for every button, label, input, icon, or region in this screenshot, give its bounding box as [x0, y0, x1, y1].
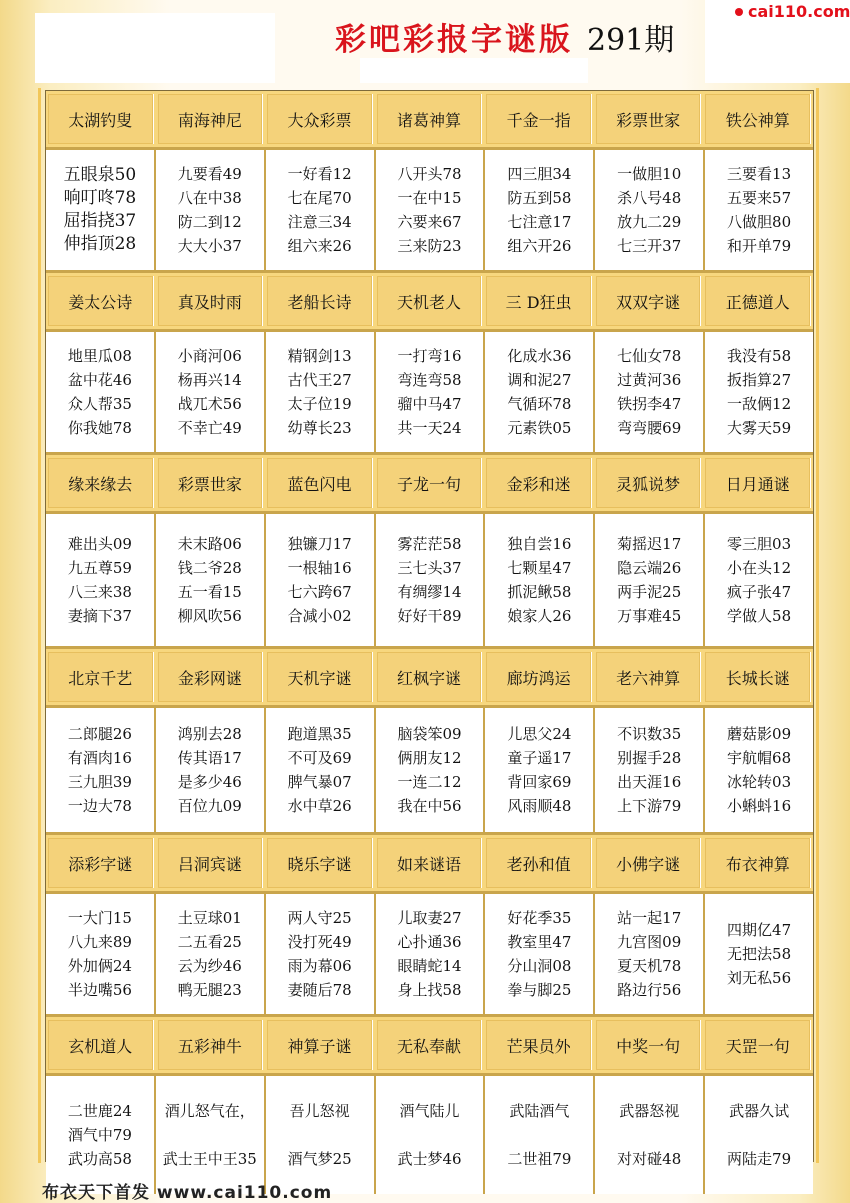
- header-row: [46, 649, 813, 706]
- riddle-line: 妻摘下37: [67, 607, 132, 625]
- riddle-cell: [705, 332, 813, 452]
- column-header: 姜太公诗: [48, 276, 154, 326]
- riddle-line: 心扑通36: [397, 933, 462, 951]
- riddle-line: 万事难45: [617, 607, 682, 625]
- column-header: 缘来缘去: [48, 458, 154, 508]
- riddle-line: 一做胆10: [617, 165, 682, 183]
- riddle-cell: [266, 514, 376, 646]
- riddle-cell: [376, 150, 486, 270]
- logo-text: cai110.com: [748, 2, 850, 21]
- site-logo[interactable]: [735, 2, 850, 21]
- riddle-cell: [376, 1076, 486, 1194]
- riddle-cell: [46, 894, 156, 1014]
- column-header: 红枫字谜: [377, 652, 483, 702]
- blank-line: [207, 1123, 212, 1147]
- left-gold-bar: [38, 88, 41, 1163]
- riddle-line: 我没有58: [727, 347, 792, 365]
- riddle-line: 半边嘴56: [67, 981, 132, 999]
- header-row: [46, 1017, 813, 1074]
- riddle-line: 元素铁05: [507, 419, 572, 437]
- riddle-line: 酒气中79: [67, 1126, 132, 1144]
- riddle-line: 无把法58: [727, 945, 792, 963]
- riddle-line: 身上找58: [397, 981, 462, 999]
- riddle-line: 扳指算27: [727, 371, 792, 389]
- riddle-line: 雾茫茫58: [397, 535, 462, 553]
- column-header: 太湖钓叟: [48, 94, 154, 144]
- riddle-line: 疯子张47: [727, 583, 792, 601]
- riddle-line: 小在头12: [727, 559, 792, 577]
- riddle-line: 化成水36: [507, 347, 572, 365]
- riddle-line: 跑道黑35: [287, 725, 352, 743]
- blank-line: [757, 1123, 762, 1147]
- column-header: 铁公神算: [705, 94, 811, 144]
- column-header: 中奖一句: [596, 1020, 702, 1070]
- riddle-cell: [376, 332, 486, 452]
- riddle-cell: [705, 708, 813, 832]
- riddle-line: 大大小37: [177, 237, 242, 255]
- riddle-line: 九要看49: [177, 165, 242, 183]
- column-header: 千金一指: [486, 94, 592, 144]
- riddle-line: 未末路06: [177, 535, 242, 553]
- column-header: 布衣神算: [705, 838, 811, 888]
- riddle-line: 古代王27: [287, 371, 352, 389]
- column-header: 小佛字谜: [596, 838, 702, 888]
- riddle-line: 三来防23: [397, 237, 462, 255]
- riddle-line: 伸指顶28: [63, 234, 137, 254]
- riddle-line: 不可及69: [287, 749, 352, 767]
- column-header: 五彩神牛: [158, 1020, 264, 1070]
- riddle-line: 出天涯16: [617, 773, 682, 791]
- riddle-cell: [705, 1076, 813, 1194]
- riddle-line: 脾气暴07: [287, 773, 352, 791]
- logo-dot-icon: [735, 8, 743, 16]
- column-header: 彩票世家: [596, 94, 702, 144]
- column-header: 彩票世家: [158, 458, 264, 508]
- riddle-line: 二郎腿26: [67, 725, 132, 743]
- riddle-cell: [156, 708, 266, 832]
- riddle-line: 众人帮35: [67, 395, 132, 413]
- column-header: 长城长谜: [705, 652, 811, 702]
- riddle-line: 水中草26: [287, 797, 352, 815]
- riddle-cell: [705, 150, 813, 270]
- riddle-line: 五要来57: [727, 189, 792, 207]
- riddle-cell: [595, 332, 705, 452]
- riddle-cell: [46, 1076, 156, 1194]
- riddle-line: 盆中花46: [67, 371, 132, 389]
- column-header: 如来谜语: [377, 838, 483, 888]
- riddle-cell: [46, 708, 156, 832]
- riddle-line: 九宫图09: [617, 933, 682, 951]
- riddle-line: 独镰刀17: [287, 535, 352, 553]
- issue-number: 291期: [587, 23, 675, 58]
- riddle-cell: [705, 894, 813, 1014]
- blank-line: [427, 1123, 432, 1147]
- riddle-line: 妻随后78: [287, 981, 352, 999]
- riddle-line: 隐云端26: [617, 559, 682, 577]
- riddle-cell: [485, 150, 595, 270]
- riddle-line: 七三开37: [617, 237, 682, 255]
- riddle-line: 对对碰48: [617, 1150, 682, 1168]
- riddle-line: 冰轮转03: [727, 773, 792, 791]
- riddle-line: 调和泥27: [507, 371, 572, 389]
- riddle-line: 一连二12: [397, 773, 462, 791]
- blank-line: [317, 1123, 322, 1147]
- riddle-line: 脑袋笨09: [397, 725, 462, 743]
- riddle-line: 二世鹿24: [67, 1102, 132, 1120]
- column-header: 子龙一句: [377, 458, 483, 508]
- riddle-line: 宇航帽68: [727, 749, 792, 767]
- column-header: 诸葛神算: [377, 94, 483, 144]
- column-header: 吕洞宾谜: [158, 838, 264, 888]
- column-header: 晓乐字谜: [267, 838, 373, 888]
- column-header: 灵狐说梦: [596, 458, 702, 508]
- riddle-cell: [46, 332, 156, 452]
- riddle-line: 组六来26: [287, 237, 352, 255]
- riddle-cell: [376, 514, 486, 646]
- riddle-line: 难出头09: [67, 535, 132, 553]
- riddle-line: 一在中15: [397, 189, 462, 207]
- riddle-line: 传其语17: [177, 749, 242, 767]
- header-row: [46, 91, 813, 148]
- riddle-line: 有绸缪14: [397, 583, 462, 601]
- riddle-line: 有酒肉16: [67, 749, 132, 767]
- riddle-line: 三七头37: [397, 559, 462, 577]
- riddle-line: 菊摇迟17: [617, 535, 682, 553]
- riddle-line: 弯弯腰69: [617, 419, 682, 437]
- riddle-line: 蘑菇影09: [727, 725, 792, 743]
- riddle-line: 屈指挠37: [63, 211, 137, 231]
- riddle-line: 八在中38: [177, 189, 242, 207]
- column-header: 日月通谜: [705, 458, 811, 508]
- column-header: 添彩字谜: [48, 838, 154, 888]
- riddle-cell: [376, 708, 486, 832]
- riddle-line: 大雾天59: [727, 419, 792, 437]
- riddle-line: 风雨顺48: [507, 797, 572, 815]
- riddle-line: 注意三34: [287, 213, 352, 231]
- riddle-line: 儿思父24: [507, 725, 572, 743]
- riddle-line: 鸿别去28: [177, 725, 242, 743]
- riddle-line: 是多少46: [177, 773, 242, 791]
- riddle-line: 合减小02: [287, 607, 352, 625]
- riddle-line: 七仙女78: [617, 347, 682, 365]
- riddle-line: 娘家人26: [507, 607, 572, 625]
- riddle-line: 儿取妻27: [397, 909, 462, 927]
- riddle-line: 一打弯16: [397, 347, 462, 365]
- riddle-line: 路边行56: [617, 981, 682, 999]
- column-header: 老六神算: [596, 652, 702, 702]
- content-row: [46, 332, 813, 452]
- riddle-line: 零三胆03: [727, 535, 792, 553]
- riddle-line: 九五尊59: [67, 559, 132, 577]
- riddle-line: 四三胆34: [507, 165, 572, 183]
- riddle-line: 五眼泉50: [63, 165, 137, 185]
- content-row: [46, 514, 813, 646]
- riddle-line: 我在中56: [397, 797, 462, 815]
- riddle-line: 上下游79: [617, 797, 682, 815]
- riddle-cell: [266, 332, 376, 452]
- column-header: 蓝色闪电: [267, 458, 373, 508]
- page-title-area: [335, 10, 705, 58]
- riddle-cell: [485, 514, 595, 646]
- riddle-cell: [485, 708, 595, 832]
- content-row: [46, 1076, 813, 1194]
- riddle-line: 七在尾70: [287, 189, 352, 207]
- riddle-cell: [266, 708, 376, 832]
- page-title: [335, 14, 674, 58]
- riddle-line: 过黄河36: [617, 371, 682, 389]
- riddle-cell: [156, 1076, 266, 1194]
- riddle-line: 教室里47: [507, 933, 572, 951]
- column-header: 真及时雨: [158, 276, 264, 326]
- column-header: 双双字谜: [596, 276, 702, 326]
- riddle-cell: [705, 514, 813, 646]
- riddle-line: 别握手28: [617, 749, 682, 767]
- content-row: [46, 708, 813, 832]
- riddle-line: 战兀术56: [177, 395, 242, 413]
- riddle-cell: [485, 332, 595, 452]
- riddle-line: 你我她78: [67, 419, 132, 437]
- page-title-text: 彩吧彩报字谜版: [335, 22, 573, 58]
- riddle-line: 土豆球01: [177, 909, 242, 927]
- riddle-line: 弯连弯58: [397, 371, 462, 389]
- riddle-line: 响叮咚78: [63, 188, 137, 208]
- riddle-line: 吾儿怒视: [289, 1102, 350, 1120]
- riddle-line: 武陆酒气: [509, 1102, 570, 1120]
- riddle-line: 三要看13: [727, 165, 792, 183]
- riddle-line: 好好干89: [397, 607, 462, 625]
- riddle-cell: [595, 150, 705, 270]
- column-header: 廊坊鸿运: [486, 652, 592, 702]
- riddle-line: 童子遥17: [507, 749, 572, 767]
- riddle-line: 背回家69: [507, 773, 572, 791]
- riddle-line: 三九胆39: [67, 773, 132, 791]
- column-header: 金彩网谜: [158, 652, 264, 702]
- riddle-line: 两手泥25: [617, 583, 682, 601]
- column-header: 南海神尼: [158, 94, 264, 144]
- riddle-line: 武器怒视: [619, 1102, 680, 1120]
- header-row: [46, 835, 813, 892]
- riddle-line: 共一天24: [397, 419, 462, 437]
- column-header: 北京千艺: [48, 652, 154, 702]
- column-header: 金彩和迷: [486, 458, 592, 508]
- riddle-line: 学做人58: [727, 607, 792, 625]
- riddle-line: 拳与脚25: [507, 981, 572, 999]
- riddle-line: 雨为幕06: [287, 957, 352, 975]
- riddle-line: 鸭无腿23: [177, 981, 242, 999]
- riddle-line: 小商河06: [177, 347, 242, 365]
- column-header: 老船长诗: [267, 276, 373, 326]
- riddle-line: 防二到12: [177, 213, 242, 231]
- riddle-line: 云为纱46: [177, 957, 242, 975]
- footer-credit: 布衣天下首发 www.cai110.com: [42, 1183, 333, 1203]
- riddle-line: 夏天机78: [617, 957, 682, 975]
- riddle-cell: [485, 894, 595, 1014]
- riddle-line: 七注意17: [507, 213, 572, 231]
- riddle-cell: [266, 150, 376, 270]
- riddle-cell: [156, 150, 266, 270]
- riddle-line: 武士梦46: [397, 1150, 462, 1168]
- riddle-line: 和开单79: [727, 237, 792, 255]
- riddle-line: 酒气陆儿: [399, 1102, 460, 1120]
- riddle-line: 外加俩24: [67, 957, 132, 975]
- riddle-line: 钱二爷28: [177, 559, 242, 577]
- riddle-line: 八开头78: [397, 165, 462, 183]
- riddle-line: 一好看12: [287, 165, 352, 183]
- riddle-line: 一敌俩12: [727, 395, 792, 413]
- riddle-cell: [156, 514, 266, 646]
- riddle-line: 七六跨67: [287, 583, 352, 601]
- riddle-line: 防五到58: [507, 189, 572, 207]
- riddle-line: 幼尊长23: [287, 419, 352, 437]
- riddle-line: 抓泥鳅58: [507, 583, 572, 601]
- riddle-cell: [376, 894, 486, 1014]
- riddle-cell: [595, 514, 705, 646]
- riddle-line: 俩朋友12: [397, 749, 462, 767]
- riddle-cell: [46, 514, 156, 646]
- riddle-line: 铁拐李47: [617, 395, 682, 413]
- right-gold-bar: [816, 88, 819, 1163]
- riddle-line: 不幸亡49: [177, 419, 242, 437]
- riddle-cell: [595, 1076, 705, 1194]
- riddle-line: 五一看15: [177, 583, 242, 601]
- column-header: 天机老人: [377, 276, 483, 326]
- riddle-line: 柳风吹56: [177, 607, 242, 625]
- header-row: [46, 273, 813, 330]
- riddle-line: 站一起17: [617, 909, 682, 927]
- riddle-line: 骝中马47: [397, 395, 462, 413]
- riddle-cell: [595, 894, 705, 1014]
- riddle-line: 不识数35: [617, 725, 682, 743]
- riddle-line: 百位九09: [177, 797, 242, 815]
- riddle-line: 地里瓜08: [67, 347, 132, 365]
- riddle-cell: [266, 894, 376, 1014]
- riddle-line: 独自尝16: [507, 535, 572, 553]
- riddle-line: 小蝌蚪16: [727, 797, 792, 815]
- riddle-line: 酒儿怒气在，: [164, 1102, 255, 1120]
- riddle-line: 武士王中王35: [162, 1150, 257, 1168]
- riddle-line: 八三来38: [67, 583, 132, 601]
- riddle-line: 组六开26: [507, 237, 572, 255]
- riddle-line: 好花季35: [507, 909, 572, 927]
- column-header: 老孙和值: [486, 838, 592, 888]
- blank-line: [647, 1123, 652, 1147]
- content-row: [46, 150, 813, 270]
- riddle-line: 四期亿47: [727, 921, 792, 939]
- riddle-line: 两人守25: [287, 909, 352, 927]
- riddle-line: 武器久试: [729, 1102, 790, 1120]
- riddle-line: 两陆走79: [727, 1150, 792, 1168]
- riddle-board: [45, 90, 814, 1168]
- riddle-line: 气循环78: [507, 395, 572, 413]
- column-header: 三 D狂虫: [486, 276, 592, 326]
- riddle-line: 精钢剑13: [287, 347, 352, 365]
- riddle-line: 眼睛蛇14: [397, 957, 462, 975]
- riddle-line: 一边大78: [67, 797, 132, 815]
- riddle-line: 太子位19: [287, 395, 352, 413]
- column-header: 天机字谜: [267, 652, 373, 702]
- riddle-cell: [46, 150, 156, 270]
- riddle-line: 武功高58: [67, 1150, 132, 1168]
- riddle-line: 放九二29: [617, 213, 682, 231]
- content-row: [46, 894, 813, 1014]
- riddle-cell: [156, 894, 266, 1014]
- riddle-line: 六要来67: [397, 213, 462, 231]
- riddle-line: 分山洞08: [507, 957, 572, 975]
- riddle-line: 刘无私56: [727, 969, 792, 987]
- header-row: [46, 455, 813, 512]
- riddle-line: 一根轴16: [287, 559, 352, 577]
- riddle-line: 酒气梦25: [287, 1150, 352, 1168]
- riddle-cell: [266, 1076, 376, 1194]
- blank-line: [537, 1123, 542, 1147]
- riddle-cell: [595, 708, 705, 832]
- riddle-cell: [485, 1076, 595, 1194]
- column-header: 芒果员外: [486, 1020, 592, 1070]
- riddle-line: 杨再兴14: [177, 371, 242, 389]
- column-header: 大众彩票: [267, 94, 373, 144]
- blank-banner-left: [35, 13, 275, 83]
- column-header: 天罡一句: [705, 1020, 811, 1070]
- riddle-line: 杀八号48: [617, 189, 682, 207]
- riddle-line: 二世祖79: [507, 1150, 572, 1168]
- riddle-line: 八做胆80: [727, 213, 792, 231]
- column-header: 无私奉献: [377, 1020, 483, 1070]
- column-header: 玄机道人: [48, 1020, 154, 1070]
- riddle-line: 没打死49: [287, 933, 352, 951]
- riddle-line: 一大门15: [67, 909, 132, 927]
- blank-banner-middle: [360, 58, 588, 83]
- column-header: 正德道人: [705, 276, 811, 326]
- column-header: 神算子谜: [267, 1020, 373, 1070]
- riddle-cell: [156, 332, 266, 452]
- riddle-line: 七颗星47: [507, 559, 572, 577]
- riddle-line: 二五看25: [177, 933, 242, 951]
- riddle-line: 八九来89: [67, 933, 132, 951]
